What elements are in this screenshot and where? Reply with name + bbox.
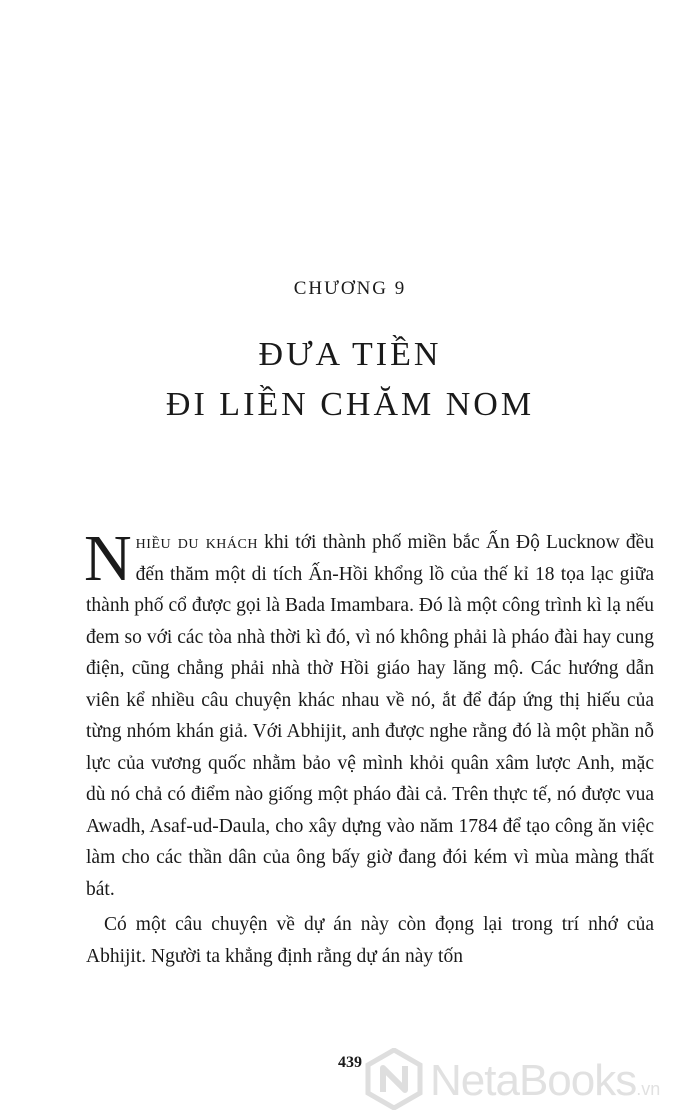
body-text: [84, 522, 654, 972]
page-number: 439: [338, 1054, 362, 1071]
paragraph-1-text: khi tới thành phố miền bắc Ấn Độ Lucknow đều đến thăm một di tích Ấn-Hồi khổng lồ của thế kỉ 18 tọa lạc giữa thành phố cổ được gọi là Bada Imambara. Đó là một công trình kì lạ nếu đem so với các tòa nhà thời kì đó, vì nó không phải là pháo đài hay cung điện, cũng chẳng phải nhà thờ Hồi giáo hay lăng mộ. Các hướng dẫn viên kể nhiều câu chuyện khác nhau về nó, ắt để đáp ứng thị hiếu của từng nhóm khán giả. Với Abhijit, anh được nghe rằng đó là một phần nỗ lực của vương quốc nhằm bảo vệ mình khỏi quân xâm lược Anh, mặc dù nó chả có điểm nào giống một pháo đài cả. Trên thực tế, nó được vua Awadh, Asaf-ud-Daula, cho xây dựng vào năm 1784 để tạo công ăn việc làm cho các thần dân của ông bấy giờ đang đói kém vì mùa màng thất bát.: [86, 532, 654, 900]
watermark: [360, 1046, 700, 1114]
watermark-brand: NetaBooks: [430, 1056, 637, 1105]
lead-in-smallcaps: hiều du khách: [135, 532, 258, 553]
chapter-title: [0, 330, 700, 430]
watermark-text: [430, 1056, 660, 1106]
chapter-label: CHƯƠNG 9: [293, 278, 407, 299]
watermark-suffix: .vn: [636, 1079, 661, 1099]
chapter-title-line-2: ĐI LIỀN CHĂM NOM: [165, 386, 535, 423]
paragraph-2: Có một câu chuyện về dự án này còn đọng lại trong trí nhớ của Abhijit. Người ta khẳng định rằng dự án này tốn: [86, 914, 654, 967]
netabooks-logo-icon: [364, 1048, 424, 1110]
paragraph-1: [84, 522, 654, 905]
drop-cap: N: [84, 522, 132, 595]
chapter-title-line-1: ĐƯA TIỀN: [258, 336, 442, 373]
